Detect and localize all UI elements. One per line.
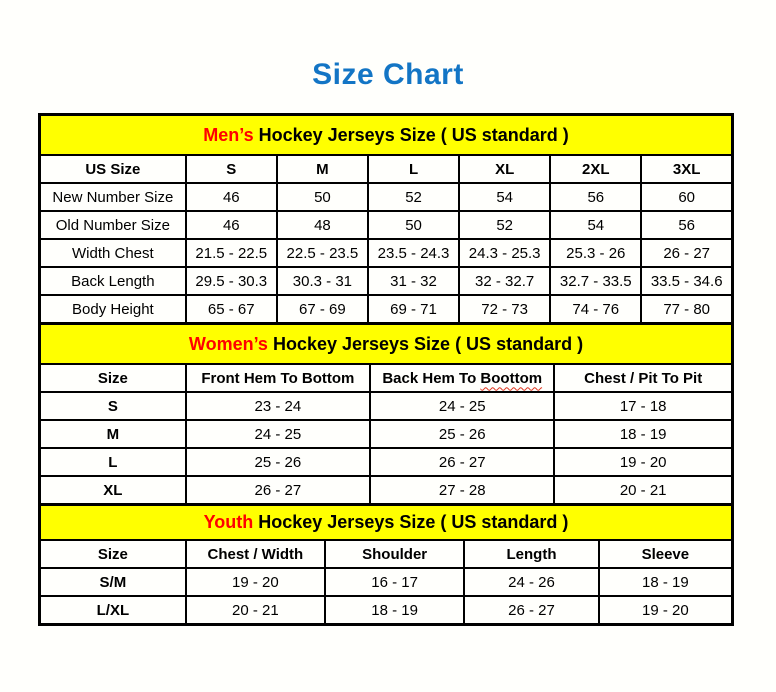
- column-header-cell: Front Hem To Bottom: [186, 364, 370, 392]
- value-cell: 22.5 - 23.5: [277, 239, 368, 267]
- table-row: [40, 392, 733, 420]
- value-cell: 65 - 67: [186, 295, 277, 324]
- womens-size-table: [38, 322, 734, 506]
- value-cell: 52: [368, 183, 459, 211]
- column-header-cell: Size: [40, 364, 186, 392]
- value-cell: 18 - 19: [554, 420, 732, 448]
- value-cell: 33.5 - 34.6: [641, 267, 732, 295]
- table-row: [40, 267, 733, 295]
- column-header-cell: S: [186, 155, 277, 183]
- section-label-text: Hockey Jerseys Size ( US standard ): [253, 124, 569, 145]
- mens-section-band: [40, 115, 733, 156]
- value-cell: 20 - 21: [554, 476, 732, 505]
- value-cell: 29.5 - 30.3: [186, 267, 277, 295]
- value-cell: 72 - 73: [459, 295, 550, 324]
- value-cell: 32.7 - 33.5: [550, 267, 641, 295]
- value-cell: 26 - 27: [370, 448, 554, 476]
- mens-size-table: [38, 113, 734, 325]
- value-cell: 19 - 20: [186, 568, 325, 596]
- value-cell: 46: [186, 211, 277, 239]
- value-cell: 32 - 32.7: [459, 267, 550, 295]
- column-header-cell: M: [277, 155, 368, 183]
- value-cell: 25 - 26: [370, 420, 554, 448]
- row-label-cell: M: [40, 420, 186, 448]
- value-cell: 17 - 18: [554, 392, 732, 420]
- section-label-highlight: Youth: [203, 512, 254, 532]
- value-cell: 50: [277, 183, 368, 211]
- section-label-text: Hockey Jerseys Size ( US standard ): [253, 512, 569, 532]
- youth-header-row: [40, 540, 733, 568]
- column-header-cell: Size: [40, 540, 186, 568]
- row-label-cell: L/XL: [40, 596, 186, 625]
- table-row: [40, 448, 733, 476]
- column-header-cell: 3XL: [641, 155, 732, 183]
- column-header-cell: 2XL: [550, 155, 641, 183]
- womens-section-band: [40, 324, 733, 365]
- row-label-cell: Width Chest: [40, 239, 186, 267]
- size-chart: [38, 113, 734, 626]
- misspelled-word: Boottom: [480, 369, 543, 387]
- table-row: [40, 239, 733, 267]
- row-label-cell: XL: [40, 476, 186, 505]
- value-cell: 27 - 28: [370, 476, 554, 505]
- value-cell: 56: [641, 211, 732, 239]
- value-cell: 77 - 80: [641, 295, 732, 324]
- table-row: [40, 596, 733, 625]
- youth-section-title: [40, 505, 733, 541]
- value-cell: 74 - 76: [550, 295, 641, 324]
- column-header-cell: Shoulder: [325, 540, 464, 568]
- value-cell: 50: [368, 211, 459, 239]
- value-cell: 25.3 - 26: [550, 239, 641, 267]
- column-header-cell: L: [368, 155, 459, 183]
- value-cell: 18 - 19: [325, 596, 464, 625]
- value-cell: 18 - 19: [599, 568, 733, 596]
- value-cell: 16 - 17: [325, 568, 464, 596]
- row-label-cell: Old Number Size: [40, 211, 186, 239]
- womens-header-row: [40, 364, 733, 392]
- column-header-cell: Sleeve: [599, 540, 733, 568]
- table-row: [40, 420, 733, 448]
- table-row: [40, 476, 733, 505]
- value-cell: 21.5 - 22.5: [186, 239, 277, 267]
- value-cell: 52: [459, 211, 550, 239]
- value-cell: 54: [550, 211, 641, 239]
- row-label-cell: Body Height: [40, 295, 186, 324]
- value-cell: 19 - 20: [599, 596, 733, 625]
- value-cell: 26 - 27: [464, 596, 598, 625]
- value-cell: 60: [641, 183, 732, 211]
- value-cell: 24.3 - 25.3: [459, 239, 550, 267]
- table-row: [40, 183, 733, 211]
- value-cell: 46: [186, 183, 277, 211]
- value-cell: 23 - 24: [186, 392, 370, 420]
- section-label-highlight: Women’s: [188, 333, 268, 354]
- value-cell: 67 - 69: [277, 295, 368, 324]
- page-title: Size Chart: [312, 58, 464, 91]
- value-cell: 19 - 20: [554, 448, 732, 476]
- mens-header-row: [40, 155, 733, 183]
- value-cell: 24 - 25: [370, 392, 554, 420]
- value-cell: 26 - 27: [641, 239, 732, 267]
- value-cell: 24 - 25: [186, 420, 370, 448]
- row-label-cell: New Number Size: [40, 183, 186, 211]
- value-cell: 26 - 27: [186, 476, 370, 505]
- column-header-cell: Length: [464, 540, 598, 568]
- column-header-cell: XL: [459, 155, 550, 183]
- column-header-cell: Chest / Width: [186, 540, 325, 568]
- youth-size-table: [38, 503, 734, 626]
- value-cell: 25 - 26: [186, 448, 370, 476]
- value-cell: 69 - 71: [368, 295, 459, 324]
- column-header-cell: US Size: [40, 155, 186, 183]
- column-header-cell: [370, 364, 554, 392]
- value-cell: 48: [277, 211, 368, 239]
- column-header-text: Back Hem To: [382, 369, 481, 387]
- section-label-text: Hockey Jerseys Size ( US standard ): [267, 333, 584, 354]
- value-cell: 24 - 26: [464, 568, 598, 596]
- value-cell: 31 - 32: [368, 267, 459, 295]
- youth-section-band: [40, 505, 733, 541]
- womens-section-title: [40, 324, 733, 365]
- section-label-highlight: Men’s: [203, 124, 254, 145]
- row-label-cell: S: [40, 392, 186, 420]
- table-row: [40, 295, 733, 324]
- table-row: [40, 568, 733, 596]
- value-cell: 23.5 - 24.3: [368, 239, 459, 267]
- value-cell: 54: [459, 183, 550, 211]
- column-header-cell: Chest / Pit To Pit: [554, 364, 732, 392]
- value-cell: 20 - 21: [186, 596, 325, 625]
- row-label-cell: S/M: [40, 568, 186, 596]
- value-cell: 56: [550, 183, 641, 211]
- mens-section-title: [40, 115, 733, 156]
- table-row: [40, 211, 733, 239]
- row-label-cell: Back Length: [40, 267, 186, 295]
- value-cell: 30.3 - 31: [277, 267, 368, 295]
- row-label-cell: L: [40, 448, 186, 476]
